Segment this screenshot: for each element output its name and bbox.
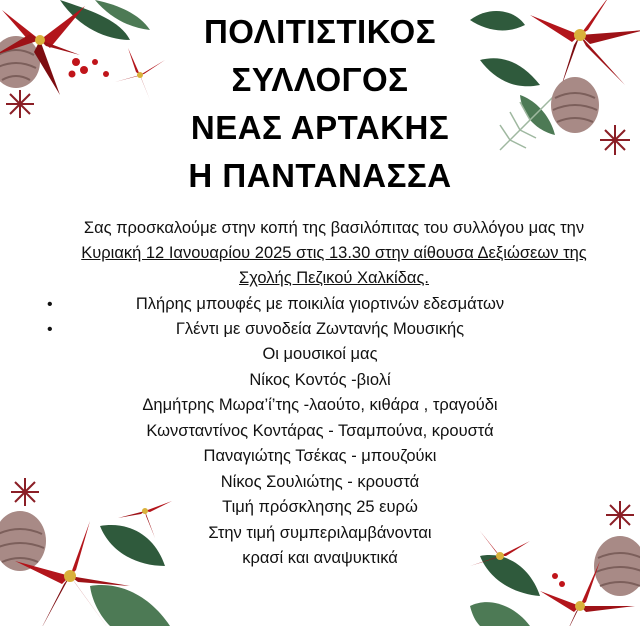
musician-line: Δημήτρης Μωρα’ί’της -λαούτο, κιθάρα , τραγούδι	[142, 396, 498, 414]
event-date-line: Κυριακή 12 Ιανουαρίου 2025 στις 13.30 στην αίθουσα Δεξιώσεων της	[81, 244, 587, 262]
list-item-text: Πλήρης μπουφές με ποικιλία γιορτινών εδεσμάτων	[135, 295, 505, 313]
event-details	[80, 342, 560, 572]
bullet-icon: •	[47, 296, 53, 313]
title-line: ΝΕΑΣ ΑΡΤΑΚΗΣ	[190, 109, 450, 146]
invitation-text	[28, 216, 640, 291]
event-venue-line: Σχολής Πεζικού Χαλκίδας.	[239, 269, 429, 287]
list-item	[0, 292, 640, 317]
invitation-line: Σας προσκαλούμε στην κοπή της βασιλόπιτας του συλλόγου μας την	[83, 219, 585, 237]
title-line: ΠΟΛΙΤΙΣΤΙΚΟΣ	[203, 13, 437, 50]
snowflake-icon	[600, 125, 630, 155]
pinecone-icon	[0, 36, 40, 88]
snowflake-icon	[606, 501, 634, 529]
bullet-icon: •	[47, 321, 53, 338]
musicians-heading: Οι μουσικοί μας	[262, 345, 378, 363]
berry-icon	[69, 58, 110, 78]
pinecone-icon	[594, 536, 640, 596]
musician-line: Νίκος Κοντός -βιολί	[249, 370, 391, 389]
musician-line: Παναγιώτης Τσέκας - μπουζούκι	[203, 447, 437, 465]
feature-list	[0, 292, 640, 342]
holly-leaf-icon	[60, 0, 150, 40]
pinecone-icon	[551, 77, 599, 133]
poinsettia-icon	[0, 6, 85, 95]
musician-line: Κωνσταντίνος Κοντάρας - Τσαμπούνα, κρουστά	[146, 421, 494, 440]
title-line: ΣΥΛΛΟΓΟΣ	[231, 61, 409, 98]
price-includes-line: Στην τιμή συμπεριλαμβάνονται	[208, 523, 432, 542]
page-title	[150, 8, 490, 200]
list-item	[0, 317, 640, 342]
price-line: Τιμή πρόσκλησης 25 ευρώ	[222, 498, 418, 516]
snowflake-icon	[6, 90, 34, 118]
poinsettia-icon	[530, 0, 640, 90]
musician-line: Νίκος Σουλιώτης - κρουστά	[220, 472, 420, 491]
title-line: Η ΠΑΝΤΑΝΑΣΣΑ	[188, 157, 452, 194]
pine-branch-icon	[500, 90, 560, 150]
pinecone-icon	[0, 511, 46, 571]
berry-icon	[552, 573, 565, 587]
list-item-text: Γλέντι με συνοδεία Ζωντανής Μουσικής	[175, 320, 465, 338]
price-includes-line: κρασί και αναψυκτικά	[242, 549, 398, 567]
snowflake-icon	[11, 478, 39, 506]
